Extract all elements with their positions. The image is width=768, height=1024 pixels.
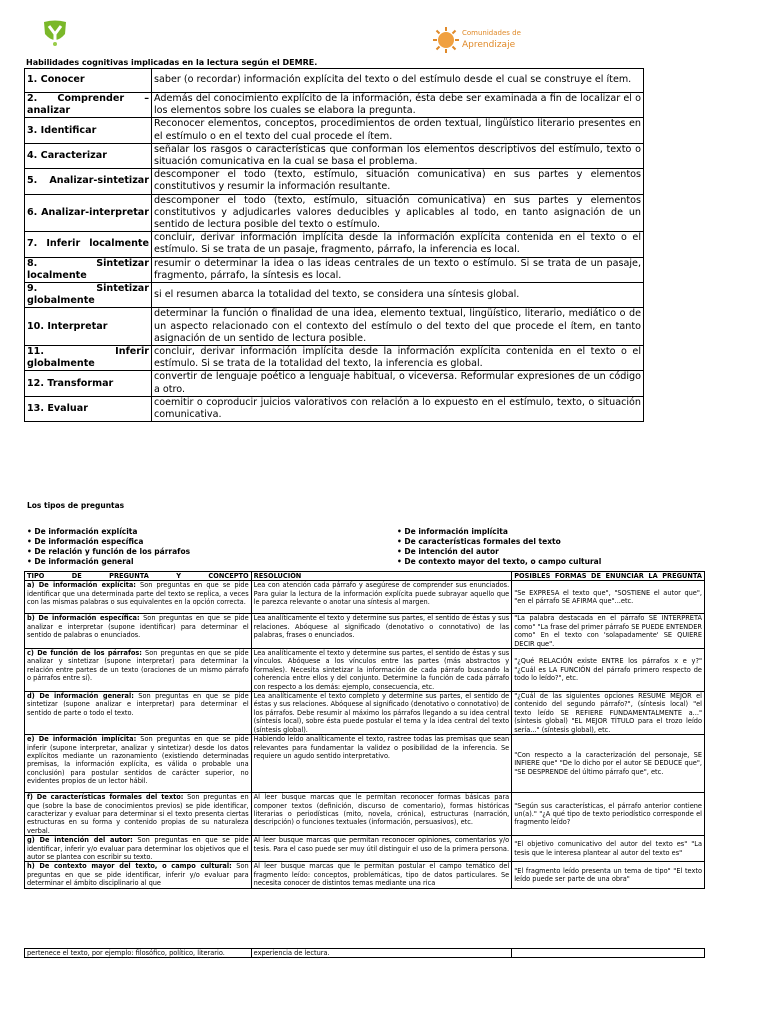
question-type-label: h) De contexto mayor del texto, o campo cultural: (27, 862, 232, 871)
question-type-cell (25, 862, 252, 888)
skill-name: 11. Inferir globalmente (25, 346, 152, 371)
list-item: • De información específica (27, 537, 144, 546)
skill-description: concluir, derivar información implícita desde la información explícita contenida en el texto o el estímulo. Si se trata de un pasaje, fragmento, párrafo, la inferencia es local. (152, 232, 644, 257)
resolution-cell: Al leer busque marcas que permitan reconocer opiniones, comentarios y/o tesis. Para el caso puede ser muy útil distinguir el uso de la primera persona. (251, 836, 512, 862)
table-row (25, 581, 705, 614)
skill-description: convertir de lenguaje poético a lenguaje habitual, o viceversa. Reformular expresiones de un código a otro. (152, 371, 644, 396)
question-type-text: Son preguntas en que se pide analizar e interpretar (supone identificar) para determinar el sentido de palabras o enunciados. (27, 614, 249, 640)
question-type-label: c) De función de los párrafos: (27, 649, 142, 658)
skill-description: determinar la función o finalidad de una idea, elemento textual, lingüístico, literario, mediático o de un aspecto relacionado con el contexto del estímulo o del texto del que procede el ítem, en tanto asignación de un sentido de lectura posible. (152, 308, 644, 346)
question-type-text: Son preguntas en que se pide identificar, inferir y/o evaluar para determinar el ámbito disciplinario al que (27, 862, 249, 888)
list-item: • De información explícita (27, 527, 138, 536)
question-type-cell (25, 836, 252, 862)
logo-line-2: Aprendizaje (462, 40, 516, 50)
skill-description: señalar los rasgos o características que conforman los elementos descriptivos del estímulo, texto o situación comunicativa en la cual se basa el problema. (152, 143, 644, 168)
question-type-text: Son preguntas en que se pide identificar, inferir y/o evaluar para determinar los objetivos que el autor se plantea con escribir su texto. (27, 836, 249, 861)
skill-name: 12. Transformar (25, 371, 152, 396)
skill-row (25, 346, 644, 371)
forms-cell: "¿Cuál de las siguientes opciones RESUME MEJOR el contenido del segundo párrafo?", (síntesis local) "el texto leído SE REFIERE FUNDAMENTALMENTE a..." (síntesis global) "EL MEJOR TÍTULO para el trozo leído sería..." (síntesis global), etc. (512, 692, 705, 735)
question-type-text: Son preguntas en que se pide identificar que una determinada parte del texto se replica, a veces con las mismas palabras o sus equivalentes en la opción correcta. (27, 581, 249, 607)
table-row (25, 692, 705, 735)
question-type-cell (25, 649, 252, 692)
resolution-cell: Al leer busque marcas que le permitan reconocer formas básicas para componer textos (definición, discurso de comentario), formas históricas literarias o periodísticas (mito, novela, crónica), estructuras (narración, descripción) o funciones textuales (información, persuasivos), etc. (251, 793, 512, 836)
skill-row (25, 194, 644, 232)
continuation-type: pertenece el texto, por ejemplo: filosófico, político, literario. (25, 949, 252, 958)
skill-row (25, 69, 644, 93)
header-resolution: RESOLUCIÓN (251, 572, 512, 581)
forms-cell: "La palabra destacada en el párrafo SE INTERPRETA como" "La frase del primer párrafo SE PUEDE ENTENDER como" En el texto con 'solapadamente' SE QUIERE DECIR que". (512, 614, 705, 649)
skill-description: descomponer el todo (texto, estímulo, situación comunicativa) en sus partes y elementos constitutivos y resumir la información resultante. (152, 169, 644, 194)
question-types-list-right (397, 527, 601, 567)
question-type-label: f) De características formales del texto: (27, 793, 184, 802)
continuation-forms (512, 949, 705, 958)
skill-name: 8. Sintetizar localmente (25, 257, 152, 282)
logo-line-1: Comunidades de (462, 29, 521, 37)
question-type-text: Son preguntas en que se pide analizar y sintetizar (supone interpretar) para determinar la relación entre partes de un texto (oraciones de un mismo párrafo o párrafos entre sí). (27, 649, 249, 683)
table-row (25, 614, 705, 649)
skill-description: Reconocer elementos, conceptos, procedimientos de orden textual, lingüístico literario presentes en el estímulo o en el texto del cual procede el ítem. (152, 118, 644, 143)
skill-description: si el resumen abarca la totalidad del texto, se considera una síntesis global. (152, 283, 644, 308)
question-types-list-left (27, 527, 190, 567)
question-type-cell (25, 793, 252, 836)
list-item: • De información implícita (397, 527, 508, 536)
skill-row (25, 232, 644, 257)
table-row (25, 735, 705, 793)
sun-icon (432, 26, 460, 54)
skills-title: Habilidades cognitivas implicadas en la lectura según el DEMRE. (26, 58, 318, 67)
skill-name: 4. Caracterizar (25, 143, 152, 168)
forms-cell: "¿Qué RELACIÓN existe ENTRE los párrafos x e y?" "¿Cuál es LA FUNCIÓN del párrafo primero respecto de todo lo leído?", etc. (512, 649, 705, 692)
resolution-cell: Lea analíticamente el texto y determine sus partes, el sentido de éstas y sus vínculos. Abóquese a los vínculos entre las partes (más abstractos y formales). Necesita sintetizar la información de cada párrafo buscando la coherencia entre ellos y del conjunto. Determine la función de cada párrafo con respecto a los demás: ejemplo, consecuencia, etc. (251, 649, 512, 692)
skill-name: 9. Sintetizar globalmente (25, 283, 152, 308)
question-types-table (24, 571, 705, 889)
skill-row (25, 308, 644, 346)
header-forms: POSIBLES FORMAS DE ENUNCIAR LA PREGUNTA (512, 572, 705, 581)
question-type-text: Son preguntas en que se pide inferir (supone interpretar, analizar y sintetizar) desde los datos explícitos mediante un razonamiento (existiendo determinadas premisas, la información explícita, es válida o probable una conclusión) para postular sentidos de carácter superior, no evidentes propios de un lector hábil. (27, 735, 249, 786)
skill-row (25, 118, 644, 143)
continuation-table (24, 948, 705, 958)
resolution-cell: Al leer busque marcas que le permitan postular el campo temático del fragmento leído: conceptos, problemáticas, tipo de datos particulares. Se necesita conocer de distintos temas mediante una rica (251, 862, 512, 888)
skill-row (25, 257, 644, 282)
forms-cell: "El fragmento leído presenta un tema de tipo" "El texto leído puede ser parte de una obra" (512, 862, 705, 888)
skill-description: Además del conocimiento explícito de la información, ésta debe ser examinada a fin de localizar el o los elementos sobre los cuales se elabora la pregunta. (152, 93, 644, 118)
skill-name: 1. Conocer (25, 69, 152, 93)
skill-description: coemitir o coproducir juicios valorativos con relación a lo expuesto en el estímulo, texto, o situación comunicativa. (152, 396, 644, 421)
forms-cell: "El objetivo comunicativo del autor del texto es" "La tesis que le interesa plantear al autor del texto es" (512, 836, 705, 862)
question-type-text: Son preguntas en que se pide sintetizar (supone analizar e interpretar) para determinar el sentido de parte o todo el texto. (27, 692, 249, 717)
question-type-label: e) De información implícita: (27, 735, 137, 744)
list-item: • De relación y función de los párrafos (27, 547, 191, 556)
skill-name: 10. Interpretar (25, 308, 152, 346)
resolution-cell: Habiendo leído analíticamente el texto, rastree todas las premisas que sean relevantes para fundamentar la validez o posibilidad de la inferencia. Se requiere un agudo sentido interpretativo. (251, 735, 512, 793)
table-header-row (25, 572, 705, 581)
comunidades-logo (432, 26, 542, 54)
question-type-cell (25, 692, 252, 735)
skill-name: 2. Comprender – analizar (25, 93, 152, 118)
skill-row (25, 143, 644, 168)
skill-row (25, 371, 644, 396)
skill-name: 13. Evaluar (25, 396, 152, 421)
resolution-cell: Lea analíticamente el texto completo y determine sus partes, el sentido de éstas y sus relaciones. Abóquese al significado (denotativo o connotativo) de los párrafos. Debe resumir al máximo los párrafos llegando a su idea central (síntesis local), sobre ésta puede postular el tema y la idea central del texto (síntesis global). (251, 692, 512, 735)
header-type: TIPO DE PREGUNTA Y CONCEPTO (25, 572, 252, 581)
skill-description: concluir, derivar información implícita desde la información explícita contenida en el texto o el estímulo. Si se trata de la totalidad del texto, la inferencia es global. (152, 346, 644, 371)
table-row (25, 836, 705, 862)
skill-description: descomponer el todo (texto, estímulo, situación comunicativa) en sus partes y elementos constitutivos y adjudicarles valores deducibles y aplicables al todo, en tanto asignación de un sentido de lectura posible del texto o estímulo. (152, 194, 644, 232)
forms-cell: "Según sus características, el párrafo anterior contiene un(a)." "¿A qué tipo de texto periodístico corresponde el fragmento leído? (512, 793, 705, 836)
skill-description: resumir o determinar la idea o las ideas centrales de un texto o estímulo. Si se trata de un pasaje, fragmento, párrafo, la síntesis es local. (152, 257, 644, 282)
list-item: • De contexto mayor del texto, o campo cultural (397, 557, 602, 566)
table-row (25, 649, 705, 692)
question-types-title: Los tipos de preguntas (27, 501, 125, 510)
skill-name: 3. Identificar (25, 118, 152, 143)
forms-cell: "Con respecto a la caracterización del personaje, SE INFIERE que" "De lo dicho por el autor SE DEDUCE que", "SE DESPRENDE del último párrafo que", etc. (512, 735, 705, 793)
skill-row (25, 169, 644, 194)
question-type-label: b) De información específica: (27, 614, 140, 623)
skill-row (25, 396, 644, 421)
question-type-label: a) De información explícita: (27, 581, 136, 590)
question-type-text: Son preguntas en que (sobre la base de conocimientos previos) se pide identificar, caracterizar y evaluar para determinar si el texto presenta ciertas estructuras en su forma y contenido propias de su naturaleza verbal. (27, 793, 249, 835)
table-row (25, 793, 705, 836)
skills-table (24, 68, 644, 422)
question-type-cell (25, 614, 252, 649)
list-item: • De intención del autor (397, 547, 499, 556)
skill-row (25, 93, 644, 118)
green-logo (38, 18, 72, 50)
resolution-cell: Lea analíticamente el texto y determine sus partes, el sentido de éstas y sus relaciones. Abóquese al significado (denotativo o connotativo) de las palabras, frases o enunciados. (251, 614, 512, 649)
question-type-cell (25, 581, 252, 614)
question-type-label: g) De intención del autor: (27, 836, 133, 845)
question-type-label: d) De información general: (27, 692, 134, 701)
skill-description: saber (o recordar) información explícita del texto o del estímulo desde el cual se construye el ítem. (152, 69, 644, 93)
skill-name: 6. Analizar-interpretar (25, 194, 152, 232)
continuation-resolution: experiencia de lectura. (251, 949, 512, 958)
skill-name: 7. Inferir localmente (25, 232, 152, 257)
table-row (25, 949, 705, 958)
skill-row (25, 283, 644, 308)
forms-cell: "Se EXPRESA el texto que", "SOSTIENE el autor que", "en el párrafo SE AFIRMA que"...etc. (512, 581, 705, 614)
list-item: • De características formales del texto (397, 537, 561, 546)
question-type-cell (25, 735, 252, 793)
table-row (25, 862, 705, 888)
skill-name: 5. Analizar-sintetizar (25, 169, 152, 194)
resolution-cell: Lea con atención cada párrafo y asegúrese de comprender sus enunciados. Para guiar la lectura de la información explícita puede subrayar aquello que le parezca relevante o anotar una síntesis al margen. (251, 581, 512, 614)
list-item: • De información general (27, 557, 134, 566)
